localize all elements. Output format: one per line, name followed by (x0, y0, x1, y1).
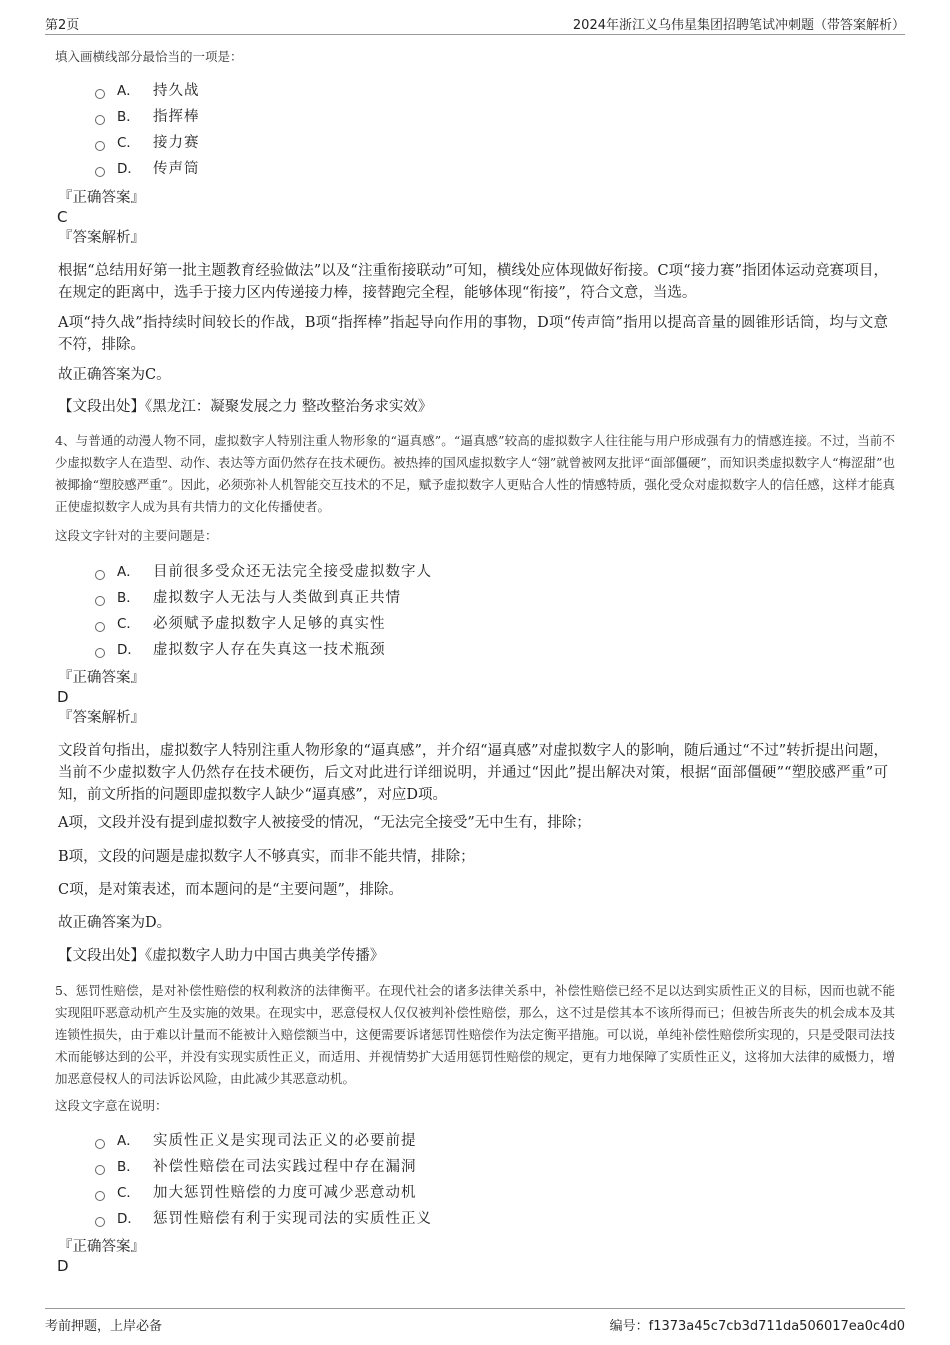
q4-option-a[interactable]: A． 目前很多受众还无法完全接受虚拟数字人 (95, 559, 795, 585)
q3-analysis-para: 故正确答案为C。 (58, 367, 171, 383)
q5-option-d[interactable]: D． 惩罚性赔偿有利于实现司法的实质性正义 (95, 1206, 795, 1232)
radio-icon[interactable] (95, 1139, 105, 1149)
radio-icon[interactable] (95, 596, 105, 606)
radio-icon[interactable] (95, 1191, 105, 1201)
radio-icon[interactable] (95, 89, 105, 99)
q5-option-a[interactable]: A． 实质性正义是实现司法正义的必要前提 (95, 1128, 795, 1154)
q3-answer: C (57, 208, 68, 226)
q4-stem: 4、与普通的动漫人物不同，虚拟数字人特别注重人物形象的“逼真感”。“逼真感”较高的虚拟数字人往往能与用户形成强有力的情感连接。不过，当前不少虚拟数字人在造型、动作、表达等方面仍然存在技术硬伤。被热捧的国风虚拟数字人“翎”就曾被网友批评“面部僵硬”，而知识类虚拟数字人“梅涩甜”也被揶揄“塑胶感严重”。因此，必须弥补人机智能交互技术的不足，赋予虚拟数字人更贴合人性的情感特质，强化受众对虚拟数字人的信任感，这样才能真正使虚拟数字人成为具有共情力的文化传播使者。 (55, 433, 895, 514)
q4-analysis-para: A项，文段并没有提到虚拟数字人被接受的情况，“无法完全接受”无中生有，排除； (58, 815, 591, 831)
radio-icon[interactable] (95, 1217, 105, 1227)
radio-icon[interactable] (95, 648, 105, 658)
radio-icon[interactable] (95, 622, 105, 632)
document-title: 2024年浙江义乌伟星集团招聘笔试冲刺题（带答案解析） (572, 18, 905, 33)
radio-icon[interactable] (95, 1165, 105, 1175)
q3-analysis-para: 根据“总结用好第一批主题教育经验做法”以及“注重衔接联动”可知，横线处应体现做好衔接。C项“接力赛”指团体运动竞赛项目，在规定的距离中，选手于接力区内传递接力棒，接替跑完全程，能够体现“衔接”，符合文意，当选。 (58, 263, 888, 301)
radio-icon[interactable] (95, 141, 105, 151)
q4-analysis-para: C项，是对策表述，而本题问的是“主要问题”，排除。 (58, 882, 403, 898)
q5-option-c[interactable]: C． 加大惩罚性赔偿的力度可减少恶意动机 (95, 1180, 795, 1206)
footer-slogan: 考前押题，上岸必备 (45, 1319, 163, 1334)
page-header (45, 14, 905, 35)
q3-options (95, 78, 795, 182)
radio-icon[interactable] (95, 167, 105, 177)
q3-source: 【文段出处】《黑龙江：凝聚发展之力 整改整治务求实效》 (58, 399, 433, 415)
q4-analysis-para: B项，文段的问题是虚拟数字人不够真实，而非不能共情，排除； (58, 849, 475, 865)
q5-answer-label: 『正确答案』 (58, 1239, 145, 1255)
q4-source: 【文段出处】《虚拟数字人助力中国古典美学传播》 (58, 948, 385, 964)
q3-option-c[interactable]: C． 接力赛 (95, 130, 795, 156)
radio-icon[interactable] (95, 115, 105, 125)
q4-analysis-label: 『答案解析』 (58, 710, 145, 726)
q5-option-b[interactable]: B． 补偿性赔偿在司法实践过程中存在漏洞 (95, 1154, 795, 1180)
q4-analysis-para: 故正确答案为D。 (58, 915, 172, 931)
q5-stem: 5、惩罚性赔偿，是对补偿性赔偿的权利救济的法律衡平。在现代社会的诸多法律关系中，补偿性赔偿已经不足以达到实质性正义的目标，因而也就不能实现阻吓恶意动机产生及实施的效果。在现实中，恶意侵权人仅仅被判补偿性赔偿，那么，这不过是偿其本不该所得而已；但被告所丧失的机会成本及其连锁性损失，由于难以计量而不能被计入赔偿额当中，这便需要诉诸惩罚性赔偿作为法定衡平措施。可以说，单纯补偿性赔偿所实现的，只是受限司法技术而能够达到的公平，并没有实现实质性正义，而适用、并视情势扩大适用惩罚性赔偿的规定，更有力地保障了实质性正义，这将加大法律的威慑力，增加恶意侵权人的司法诉讼风险，由此减少其恶意动机。 (55, 983, 895, 1086)
q4-answer: D (57, 688, 69, 706)
q3-analysis-label: 『答案解析』 (58, 230, 145, 246)
q4-prompt: 这段文字针对的主要问题是： (55, 528, 218, 543)
page-footer (45, 1308, 905, 1335)
q5-options (95, 1128, 795, 1232)
q4-option-d[interactable]: D． 虚拟数字人存在失真这一技术瓶颈 (95, 637, 795, 663)
q3-analysis-para: A项“持久战”指持续时间较长的作战，B项“指挥棒”指起导向作用的事物，D项“传声筒”指用以提高音量的圆锥形话筒，均与文意不符，排除。 (58, 315, 888, 353)
q4-option-c[interactable]: C． 必须赋予虚拟数字人足够的真实性 (95, 611, 795, 637)
q3-option-d[interactable]: D． 传声筒 (95, 156, 795, 182)
document-id: 编号：f1373a45c7cb3d711da506017ea0c4d0 (609, 1319, 905, 1334)
q5-answer: D (57, 1257, 69, 1275)
q4-analysis-para: 文段首句指出，虚拟数字人特别注重人物形象的“逼真感”，并介绍“逼真感”对虚拟数字人的影响，随后通过“不过”转折提出问题，当前不少虚拟数字人仍然存在技术硬伤，后文对此进行详细说明，并通过“因此”提出解决对策，根据“面部僵硬”“塑胶感严重”可知，前文所指的问题即虚拟数字人缺少“逼真感”，对应D项。 (58, 743, 888, 803)
page-number: 第2页 (45, 18, 80, 33)
q3-option-a[interactable]: A． 持久战 (95, 78, 795, 104)
radio-icon[interactable] (95, 570, 105, 580)
q4-option-b[interactable]: B． 虚拟数字人无法与人类做到真正共情 (95, 585, 795, 611)
q4-answer-label: 『正确答案』 (58, 670, 145, 686)
q5-prompt: 这段文字意在说明： (55, 1098, 168, 1113)
q4-options (95, 559, 795, 663)
q3-answer-label: 『正确答案』 (58, 190, 145, 206)
q3-prompt: 填入画横线部分最恰当的一项是： (55, 49, 243, 64)
q3-option-b[interactable]: B． 指挥棒 (95, 104, 795, 130)
